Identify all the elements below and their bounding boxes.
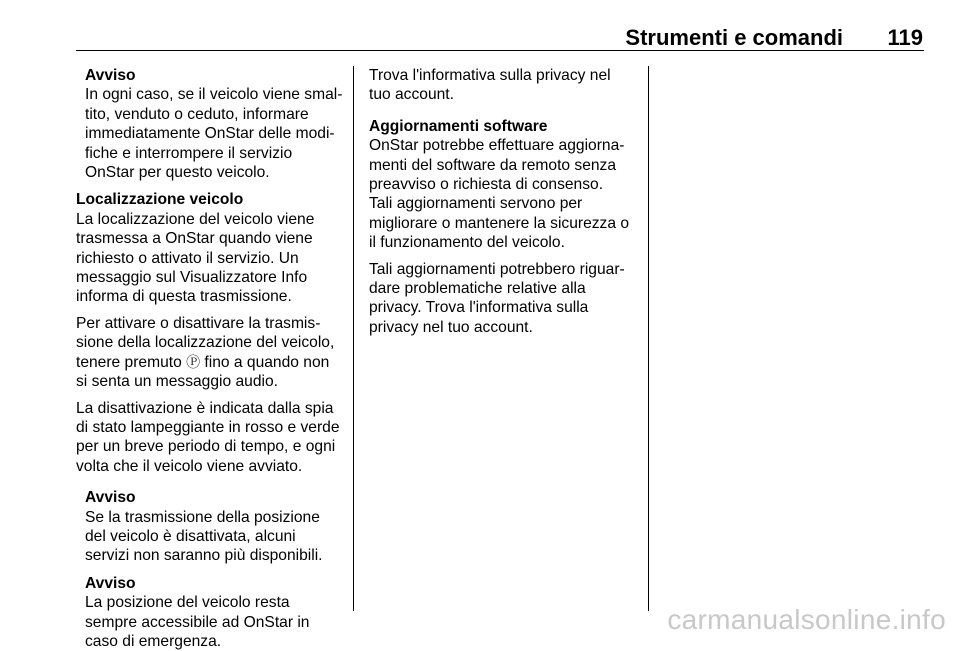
- text-line: sione della localizzazione del veicolo,: [76, 334, 335, 352]
- text-line: OnStar potrebbe effettuare aggiorna-: [369, 137, 625, 155]
- text-line: tuo account.: [369, 86, 454, 104]
- section-heading: Localizzazione veicolo: [76, 191, 244, 209]
- text-line: si senta un messaggio audio.: [76, 373, 278, 391]
- notice-label: Avviso: [85, 489, 136, 507]
- text-line: tito, venduto o ceduto, informare: [85, 105, 309, 123]
- text-fragment: fino a quando non: [200, 353, 330, 371]
- text-fragment: tenere premuto: [76, 353, 187, 371]
- text-line: Tali aggiornamenti potrebbero riguar-: [369, 260, 625, 278]
- text-line: migliorare o mantenere la sicurezza o: [369, 214, 630, 232]
- text-line: del veicolo è disattivata, alcuni: [85, 527, 296, 545]
- paragraph-toggle-location: [76, 314, 346, 392]
- text-line: In ogni caso, se il veicolo viene smal-: [85, 86, 343, 104]
- paragraph-deactivation-indicator: [76, 399, 346, 477]
- text-line: privacy nel tuo account.: [369, 318, 533, 336]
- section-software-updates: [369, 117, 637, 253]
- notice-emergency-access: [76, 574, 346, 651]
- notice-ownership-change: [76, 66, 346, 182]
- text-line: menti del software da remoto senza: [369, 156, 617, 174]
- notice-label: Avviso: [85, 67, 136, 84]
- column-divider-right: [648, 66, 649, 611]
- watermark-text: carmanualsonline.info: [667, 604, 946, 635]
- text-line: il funzionamento del veicolo.: [369, 234, 565, 252]
- text-line: sempre accessibile ad OnStar in: [85, 613, 310, 631]
- page-number: 119: [887, 25, 923, 50]
- section-heading: Aggiornamenti software: [369, 117, 548, 135]
- text-line: dare problematiche relative alla: [369, 280, 586, 298]
- text-line: volta che il veicolo viene avviato.: [76, 457, 303, 475]
- text-line: OnStar per questo veicolo.: [85, 164, 270, 182]
- privacy-button-icon: Ⓟ: [186, 353, 201, 370]
- text-line: trasmessa a OnStar quando viene: [76, 230, 313, 248]
- text-line: per un breve periodo di tempo, e ogni: [76, 438, 336, 456]
- text-line: richiesto o attivato il servizio. Un: [76, 249, 299, 267]
- text-line: immediatamente OnStar delle modi-: [85, 125, 335, 143]
- notice-location-disabled: [76, 488, 346, 566]
- notice-label: Avviso: [85, 574, 136, 592]
- text-line: La posizione del veicolo resta: [85, 594, 290, 612]
- text-line: La localizzazione del veicolo viene: [76, 210, 315, 228]
- left-column: [76, 66, 346, 651]
- text-line-with-icon: [76, 353, 346, 372]
- text-line: servizi non saranno più disponibili.: [85, 547, 323, 565]
- text-line: fiche e interrompere il servizio: [85, 144, 293, 162]
- text-line: Per attivare o disattivare la trasmis-: [76, 314, 321, 332]
- section-header-title: Strumenti e comandi: [625, 25, 843, 50]
- text-line: Trova l'informativa sulla privacy nel: [369, 67, 611, 84]
- middle-column: [369, 66, 637, 337]
- text-line: preavviso o richiesta di consenso.: [369, 176, 604, 194]
- text-line: Se la trasmissione della posizione: [85, 508, 320, 526]
- header-rule: [76, 50, 924, 51]
- text-line: messaggio sul Visualizzatore Info: [76, 269, 308, 287]
- section-vehicle-location: [76, 190, 346, 306]
- column-divider-left: [353, 66, 354, 611]
- text-line: di stato lampeggiante in rosso e verde: [76, 418, 340, 436]
- paragraph-update-privacy: [369, 260, 637, 338]
- text-line: privacy. Trova l'informativa sulla: [369, 299, 589, 317]
- paragraph-privacy-info: [369, 66, 637, 105]
- text-line: caso di emergenza.: [85, 632, 222, 650]
- text-line: informa di questa trasmissione.: [76, 288, 292, 306]
- text-line: Tali aggiornamenti servono per: [369, 195, 583, 213]
- text-line: La disattivazione è indicata dalla spia: [76, 399, 334, 417]
